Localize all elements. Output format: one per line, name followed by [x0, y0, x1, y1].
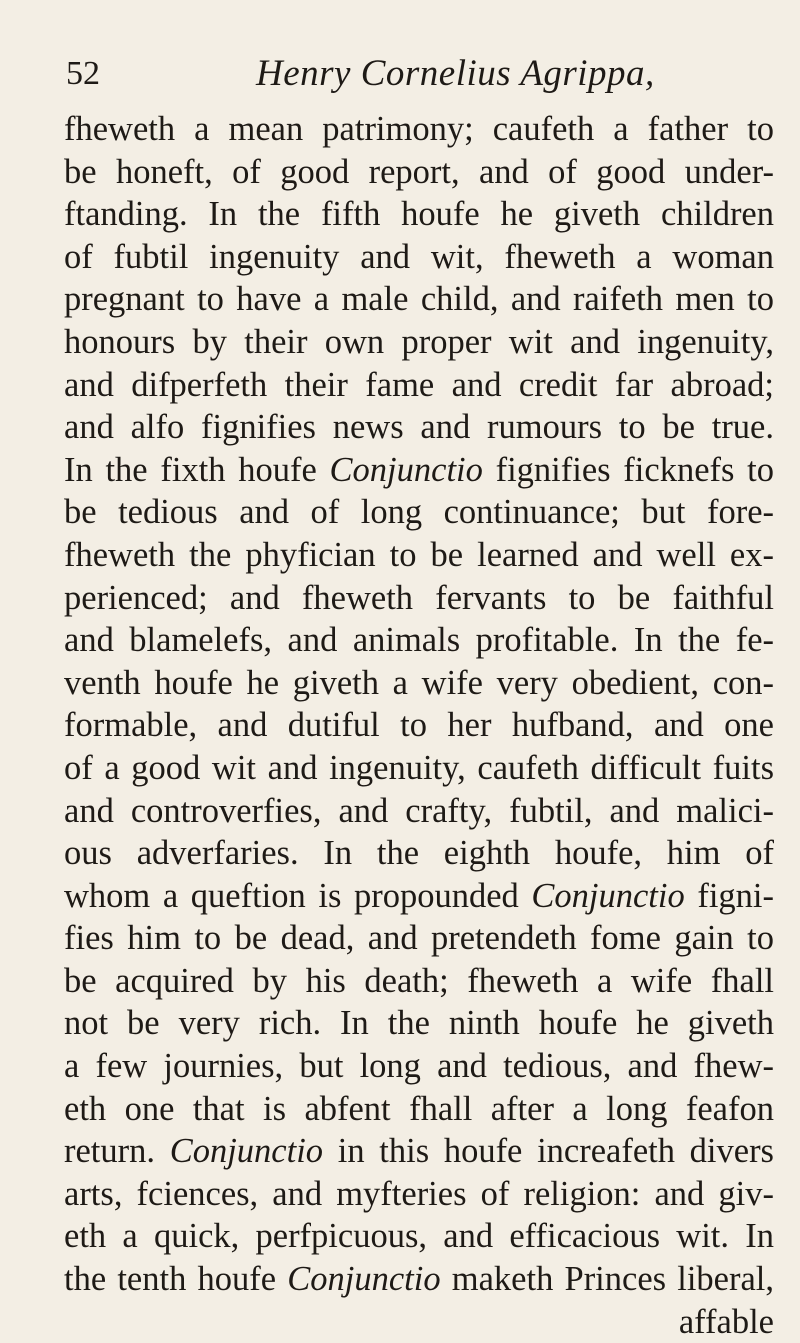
text-line	[64, 151, 774, 194]
text-segment: affable	[678, 1302, 774, 1341]
text-segment: perienced; and fheweth fervants to be faithful	[64, 578, 774, 617]
body-text	[64, 108, 774, 1343]
text-segment: fheweth a mean patrimony; caufeth a father to	[64, 110, 774, 148]
text-line	[64, 1258, 774, 1301]
text-segment: be tedious and of long continuance; but fore-	[64, 493, 774, 532]
text-segment: In the fixth houfe	[64, 450, 330, 489]
text-segment: figni-	[684, 876, 774, 915]
text-segment: fies him to be dead, and pretendeth fome gain to	[64, 919, 774, 958]
text-segment: ous adverfaries. In the eighth houfe, him of	[64, 834, 774, 873]
text-line	[64, 491, 774, 534]
text-line	[64, 747, 774, 790]
text-line	[64, 321, 774, 364]
text-line	[64, 1088, 774, 1131]
text-segment: and difperfeth their fame and credit far abroad;	[64, 365, 774, 404]
text-segment: honours by their own proper wit and ingenuity,	[64, 322, 774, 361]
text-segment: fheweth the phyfician to be learned and well ex-	[64, 535, 774, 574]
text-segment: and blamelefs, and animals profitable. In the fe-	[64, 621, 774, 660]
text-line	[64, 534, 774, 577]
text-segment: venth houfe he giveth a wife very obedient, con-	[64, 663, 774, 702]
text-line	[64, 960, 774, 1003]
text-segment: ftanding. In the fifth houfe he giveth children	[64, 195, 774, 234]
text-segment: a few journies, but long and tedious, and fhew-	[64, 1047, 774, 1086]
text-line	[64, 406, 774, 449]
text-line	[64, 193, 774, 236]
text-line	[64, 1045, 774, 1088]
page-number: 52	[66, 55, 100, 92]
running-head: Henry Cornelius Agrippa,	[256, 53, 655, 94]
text-segment: be acquired by his death; fheweth a wife fhall	[64, 961, 774, 1000]
italic-term: Conjunctio	[329, 450, 483, 489]
text-line	[64, 449, 774, 492]
text-segment: eth one that is abfent fhall after a long feafon	[64, 1089, 774, 1128]
text-line	[64, 619, 774, 662]
italic-term: Conjunctio	[169, 1132, 324, 1171]
text-line	[64, 1130, 774, 1173]
italic-term: Conjunctio	[531, 876, 685, 915]
text-segment: fignifies ficknefs to	[482, 450, 774, 489]
text-segment: not be very rich. In the ninth houfe he giveth	[64, 1004, 774, 1043]
text-segment: in this houfe increafeth divers	[323, 1132, 774, 1171]
text-line	[64, 1002, 774, 1045]
text-line	[64, 278, 774, 321]
text-line	[64, 108, 774, 151]
text-line	[64, 577, 774, 620]
text-segment: pregnant to have a male child, and raifeth men to	[64, 280, 774, 319]
page-header	[66, 52, 766, 96]
text-segment: return.	[64, 1132, 170, 1171]
text-segment: maketh Princes liberal,	[440, 1260, 775, 1299]
text-line	[64, 364, 774, 407]
italic-term: Conjunctio	[287, 1260, 441, 1299]
text-line	[64, 236, 774, 279]
text-line	[64, 917, 774, 960]
text-line	[64, 790, 774, 833]
text-segment: of a good wit and ingenuity, caufeth difficult fuits	[64, 748, 774, 787]
text-line	[64, 1301, 774, 1343]
text-line	[64, 704, 774, 747]
text-segment: and alfo fignifies news and rumours to be true.	[64, 408, 774, 447]
text-line	[64, 1215, 774, 1258]
text-segment: formable, and dutiful to her hufband, and one	[64, 706, 774, 745]
text-segment: whom a queftion is propounded	[64, 876, 532, 915]
text-segment: eth a quick, perfpicuous, and efficacious wit. In	[64, 1217, 774, 1256]
text-segment: arts, fciences, and myfteries of religion: and giv-	[64, 1174, 774, 1213]
text-segment: the tenth houfe	[64, 1260, 288, 1299]
text-line	[64, 662, 774, 705]
text-segment: be honeft, of good report, and of good under-	[64, 152, 774, 191]
text-line	[64, 832, 774, 875]
text-line	[64, 1173, 774, 1216]
text-segment: and controverfies, and crafty, fubtil, and malici-	[64, 791, 774, 830]
text-line	[64, 875, 774, 918]
text-segment: of fubtil ingenuity and wit, fheweth a woman	[64, 237, 774, 276]
